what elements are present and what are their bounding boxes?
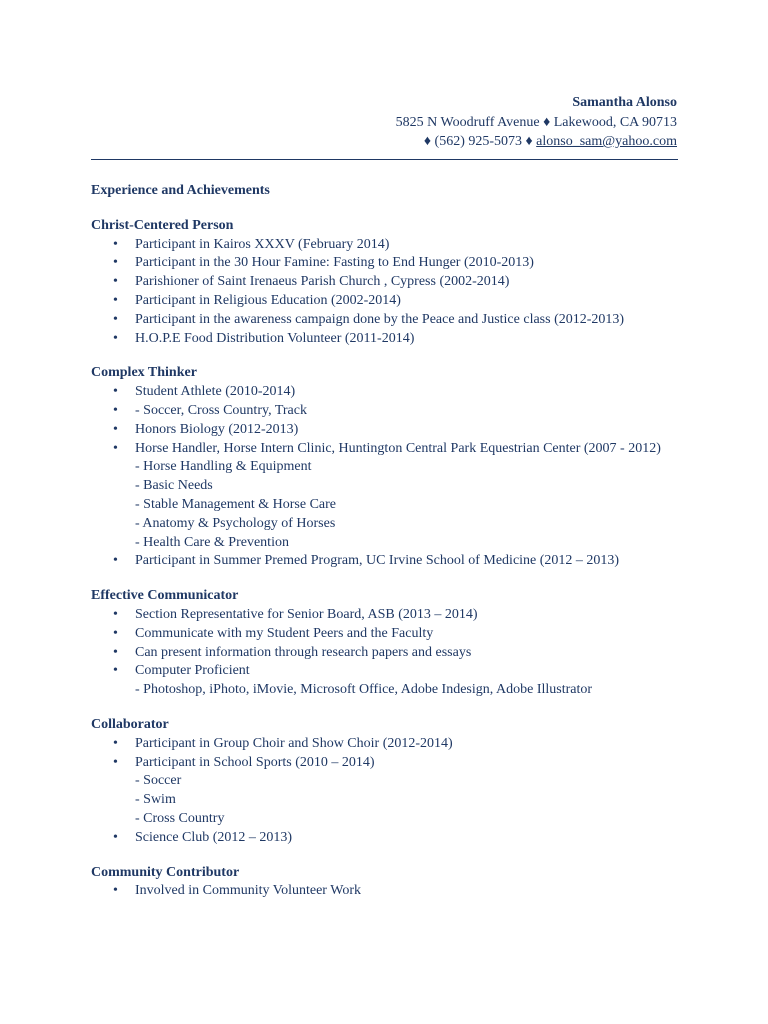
resume-section [91, 364, 681, 571]
sub-item: - Health Care & Prevention [135, 534, 289, 550]
bullet-item [91, 735, 681, 754]
bullet-text: Participant in Group Choir and Show Choir (2012-2014) [135, 735, 453, 751]
bullet-item [91, 402, 681, 421]
bullet-text: Participant in Summer Premed Program, UC Irvine School of Medicine (2012 – 2013) [135, 553, 620, 569]
address-line: 5825 N Woodruff Avenue ♦ Lakewood, CA 90713 [395, 114, 677, 130]
bullet-text: H.O.P.E Food Distribution Volunteer (2011-2014) [135, 330, 415, 346]
sub-item: - Photoshop, iPhoto, iMovie, Microsoft Office, Adobe Indesign, Adobe Illustrator [135, 682, 593, 698]
applicant-name: Samantha Alonso [572, 95, 677, 110]
section-heading: Complex Thinker [91, 365, 197, 381]
resume-section [91, 716, 681, 848]
bullet-text: Section Representative for Senior Board, ASB (2013 – 2014) [135, 606, 478, 622]
bullet-text: Communicate with my Student Peers and the Faculty [135, 625, 434, 641]
bullet-text: - Soccer, Cross Country, Track [135, 402, 307, 418]
bullet-item [91, 606, 681, 625]
resume-section [91, 864, 681, 902]
resume-section [91, 217, 681, 349]
section-heading: Effective Communicator [91, 588, 239, 604]
bullet-item [91, 383, 681, 402]
sub-item: - Anatomy & Psychology of Horses [135, 515, 336, 531]
sub-item: - Swim [135, 792, 176, 808]
bullet-list [91, 383, 681, 571]
bullet-item [91, 292, 681, 311]
sub-item: - Stable Management & Horse Care [135, 496, 336, 512]
sub-item: - Cross Country [135, 810, 225, 826]
bullet-text: Computer Proficient [135, 663, 250, 679]
bullet-item [91, 311, 681, 330]
bullet-list [91, 236, 681, 349]
section-heading: Community Contributor [91, 864, 240, 880]
contact-header [396, 93, 677, 152]
phone-text: ♦ (562) 925-5073 ♦ [423, 134, 537, 149]
bullet-item [91, 625, 681, 644]
sub-item: - Horse Handling & Equipment [135, 459, 312, 475]
resume-content [91, 182, 681, 917]
bullet-list [91, 606, 681, 700]
bullet-item [91, 440, 681, 553]
bullet-item [91, 882, 681, 901]
bullet-item [91, 644, 681, 663]
bullet-item [91, 273, 681, 292]
bullet-item [91, 662, 681, 700]
section-title: Experience and Achievements [91, 183, 270, 198]
bullet-text: Participant in Religious Education (2002-2014) [135, 292, 401, 308]
bullet-text: Parishioner of Saint Irenaeus Parish Church , Cypress (2002-2014) [135, 274, 510, 290]
bullet-list [91, 735, 681, 848]
resume-section [91, 587, 681, 700]
bullet-text: Science Club (2012 – 2013) [135, 829, 293, 845]
sub-item: - Soccer [135, 773, 182, 789]
bullet-item [91, 829, 681, 848]
bullet-item [91, 421, 681, 440]
email-link[interactable]: alonso_sam@yahoo.com [536, 134, 677, 149]
bullet-item [91, 754, 681, 829]
section-heading: Christ-Centered Person [91, 217, 234, 233]
contact-line [396, 132, 677, 152]
section-heading: Collaborator [91, 716, 169, 732]
bullet-item [91, 330, 681, 349]
bullet-text: Student Athlete (2010-2014) [135, 384, 296, 400]
bullet-text: Horse Handler, Horse Intern Clinic, Huntington Central Park Equestrian Center (2007 - 2012) [135, 440, 661, 456]
bullet-text: Involved in Community Volunteer Work [135, 883, 361, 899]
bullet-text: Can present information through research papers and essays [135, 644, 472, 660]
bullet-item [91, 552, 681, 571]
bullet-text: Honors Biology (2012-2013) [135, 421, 299, 437]
sub-item: - Basic Needs [135, 478, 213, 494]
bullet-text: Participant in Kairos XXXV (February 2014) [135, 236, 390, 252]
bullet-text: Participant in the awareness campaign done by the Peace and Justice class (2012-2013) [135, 311, 625, 327]
bullet-text: Participant in School Sports (2010 – 2014) [135, 754, 375, 770]
horizontal-rule [91, 159, 678, 160]
bullet-text: Participant in the 30 Hour Famine: Fasting to End Hunger (2010-2013) [135, 255, 534, 271]
bullet-list [91, 882, 681, 901]
sections-container [91, 217, 681, 901]
bullet-item [91, 254, 681, 273]
bullet-item [91, 236, 681, 255]
